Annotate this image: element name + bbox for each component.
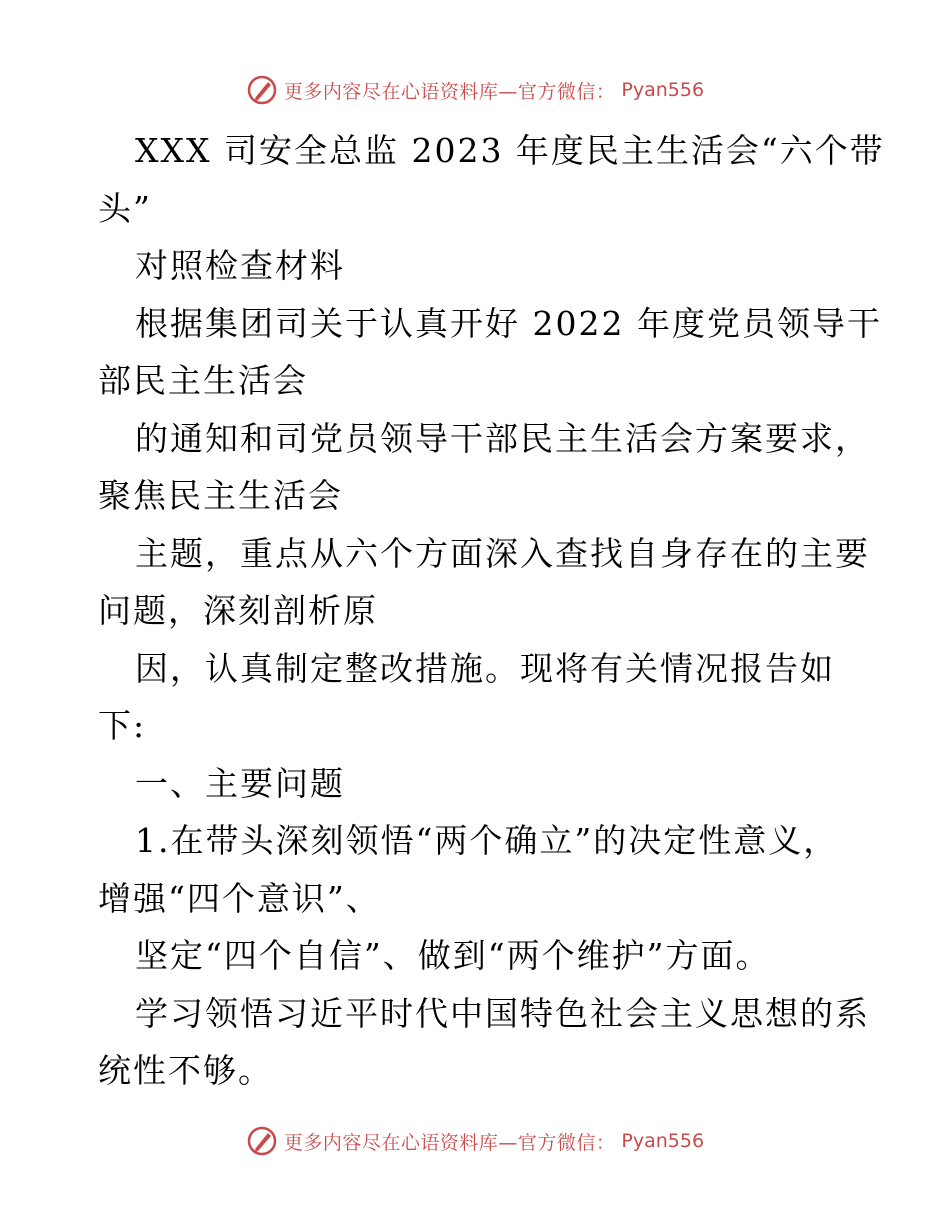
text-line: XXX 司安全总监 2023 年度民主生活会“六个带 bbox=[135, 131, 885, 170]
watermark-footer bbox=[0, 1121, 950, 1161]
text-line: 主题，重点从六个方面深入查找自身存在的主要 bbox=[135, 533, 870, 573]
quill-pen-logo-icon bbox=[246, 1125, 278, 1157]
text-line: 头” bbox=[98, 188, 152, 228]
text-line: 1.在带头深刻领悟“两个确立”的决定性意义， bbox=[135, 821, 839, 860]
watermark-wechat-id: Pyan556 bbox=[621, 1130, 705, 1152]
text-line: 坚定“四个自信”、做到“两个维护”方面。 bbox=[135, 936, 771, 975]
quill-pen-logo-icon bbox=[246, 74, 278, 106]
text-line: 问题，深刻剖析原 bbox=[98, 591, 378, 630]
text-line: 增强“四个意识”、 bbox=[98, 878, 381, 918]
text-line: 部民主生活会 bbox=[98, 361, 308, 400]
text-line: 根据集团司关于认真开好 2022 年度党员领导干 bbox=[135, 303, 882, 343]
text-line: 聚焦民主生活会 bbox=[98, 476, 343, 515]
watermark-wechat-id: Pyan556 bbox=[621, 79, 705, 101]
text-line: 一、主要问题 bbox=[135, 763, 345, 803]
watermark-header bbox=[0, 70, 950, 110]
text-line: 统性不够。 bbox=[98, 1051, 273, 1090]
text-line: 对照检查材料 bbox=[135, 246, 345, 285]
watermark-text: 更多内容尽在心语资料库—官方微信： bbox=[283, 80, 616, 103]
document-body bbox=[98, 122, 885, 1100]
text-line: 因，认真制定整改措施。现将有关情况报告如 bbox=[135, 648, 835, 688]
watermark-text: 更多内容尽在心语资料库—官方微信： bbox=[283, 1131, 616, 1154]
text-line: 的通知和司党员领导干部民主生活会方案要求， bbox=[135, 418, 870, 458]
text-line: 下: bbox=[98, 706, 147, 745]
text-line: 学习领悟习近平时代中国特色社会主义思想的系 bbox=[135, 993, 870, 1033]
